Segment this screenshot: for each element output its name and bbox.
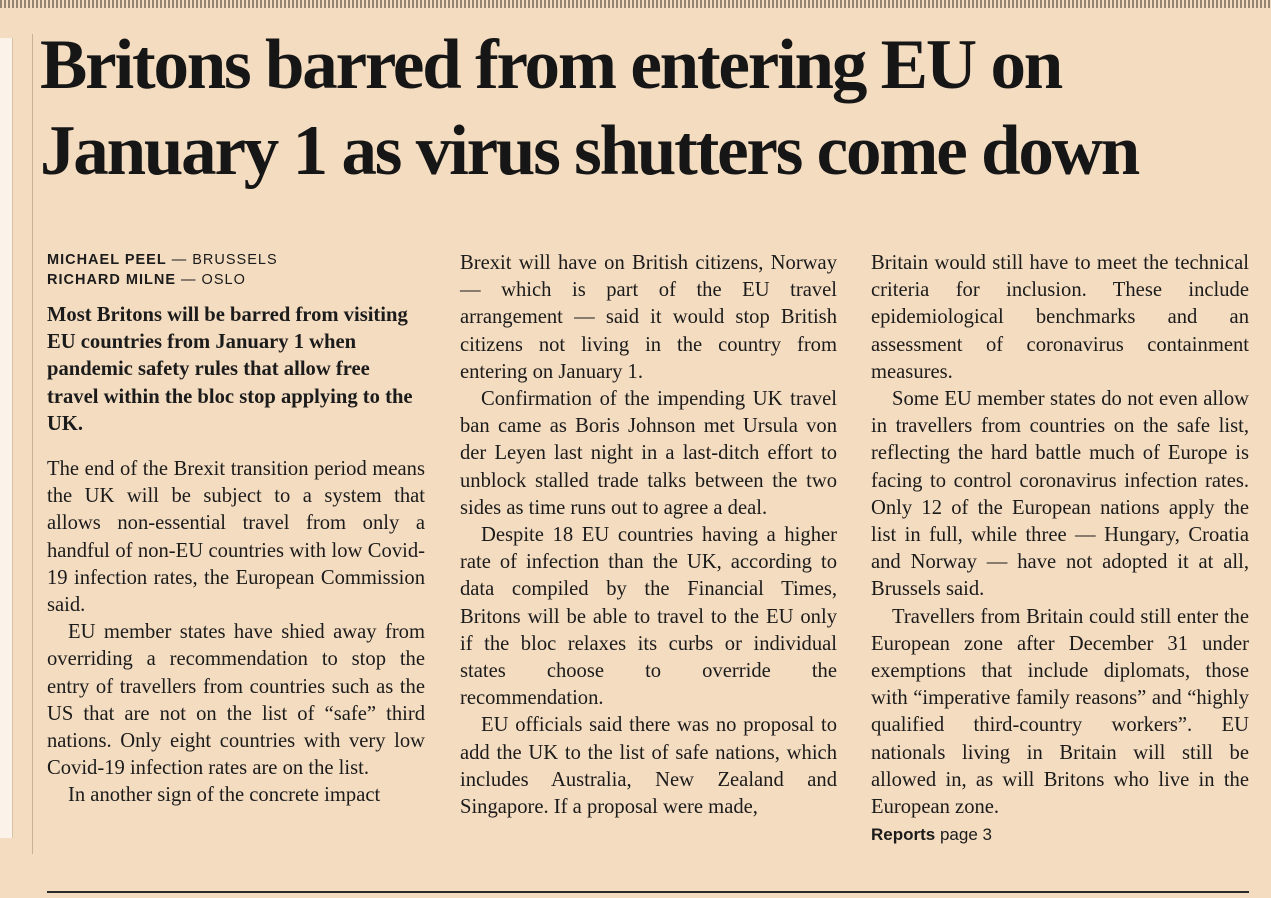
body-paragraph: In another sign of the concrete impact — [68, 784, 381, 807]
column-1 — [47, 250, 425, 810]
headline: Britons barred from entering EU on January 1 as virus shutters come down — [40, 26, 1139, 190]
body-paragraph: Some EU member states do not even allow in travellers from countries on the safe list, reflecting the hard battle much of Europe is facing to control coronavirus infection rates. Only 12 of the European nations apply the list in full, while three — Hungary, Croatia and Norway — have not adopted it at all, Brussels said. — [871, 388, 1249, 601]
left-page-edge — [0, 38, 13, 838]
body-paragraph: Confirmation of the impending UK travel ban came as Boris Johnson met Ursula von der Leyen last night in a last-ditch effort to unblock stalled trade talks between the two sides as time runs out to agree a deal. — [460, 388, 837, 519]
byline-place: — BRUSSELS — [171, 252, 278, 268]
body-paragraph: Britain would still have to meet the technical criteria for inclusion. These include epidemiological benchmarks and an assessment of coronavirus containment measures. — [871, 252, 1249, 383]
left-column-rule — [32, 34, 33, 854]
byline-place: — OSLO — [181, 272, 246, 288]
byline-name: RICHARD MILNE — [47, 272, 176, 288]
body-paragraph: The end of the Brexit transition period means the UK will be subject to a system that allows non-essential travel from only a handful of non-EU countries with low Covid-19 infection rates, the European Commission said. — [47, 458, 425, 617]
reports-label: Reports — [871, 825, 936, 845]
column-3 — [871, 250, 1249, 848]
reports-page: page 3 — [939, 825, 992, 845]
standfirst: Most Britons will be barred from visiting EU countries from January 1 when pandemic safety rules that allow free travel within the bloc stop applying to the UK. — [47, 304, 413, 435]
body-paragraph: Travellers from Britain could still enter the European zone after December 31 under exemptions that include diplomats, those with “imperative family reasons” and “highly qualified third-country workers”. EU nationals living in Britain will still be allowed in, as will Britons who live in the European zone. — [871, 605, 1249, 819]
column-2 — [460, 250, 837, 821]
byline-2 — [47, 270, 425, 290]
body-paragraph: EU officials said there was no proposal to add the UK to the list of safe nations, which includes Australia, New Zealand and Singapore. If a proposal were made, — [460, 714, 837, 819]
bylines — [47, 250, 425, 290]
byline-name: MICHAEL PEEL — [47, 252, 167, 268]
body-paragraph: EU member states have shied away from overriding a recommendation to stop the entry of travellers from countries such as the US that are not on the list of “safe” third nations. Only eight countries with very low Covid-19 infection rates are on the list. — [47, 621, 425, 780]
body-paragraph: Brexit will have on British citizens, Norway — which is part of the EU travel arrangement — said it would stop British citizens not living in the country from entering on January 1. — [460, 252, 837, 383]
body-paragraph: Despite 18 EU countries having a higher rate of infection than the UK, according to data compiled by the Financial Times, Britons will be able to travel to the EU only if the bloc relaxes its curbs or individual states choose to override the recommendation. — [460, 524, 837, 710]
top-dotted-border — [0, 0, 1271, 8]
reports-reference — [871, 821, 1249, 848]
bottom-rule — [47, 891, 1249, 893]
byline-1 — [47, 250, 425, 270]
